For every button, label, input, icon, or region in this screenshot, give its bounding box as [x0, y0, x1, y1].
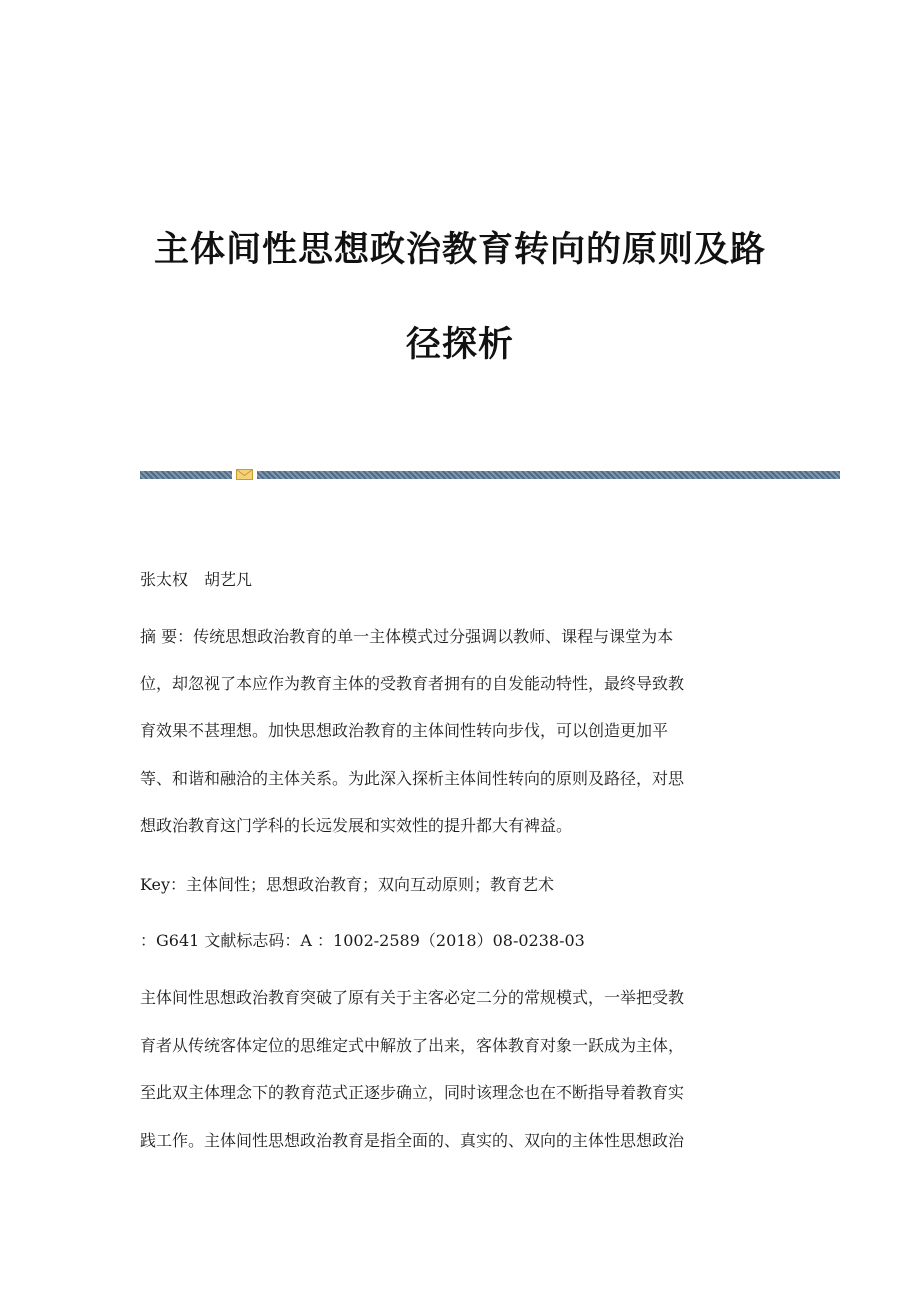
- title-divider-left: [140, 471, 232, 479]
- authors: 张太权 胡艺凡: [140, 570, 253, 589]
- abstract-line: 摘 要：传统思想政治教育的单一主体模式过分强调以教师、课程与课堂为本: [140, 627, 674, 646]
- classification-info: ：G641 文献标志码：A ：1002-2589（2018）08-0238-03: [140, 931, 585, 950]
- document-title-line-1: 主体间性思想政治教育转向的原则及路: [153, 230, 766, 270]
- abstract-line: 想政治教育这门学科的长远发展和实效性的提升都大有裨益。: [140, 816, 573, 835]
- document-title-line-2: 径探析: [405, 325, 514, 365]
- body-line: 至此双主体理念下的教育范式正逐步确立，同时该理念也在不断指导着教育实: [140, 1083, 685, 1102]
- body-line: 践工作。主体间性思想政治教育是指全面的、真实的、双向的主体性思想政治: [140, 1131, 685, 1150]
- keywords: Key：主体间性；思想政治教育；双向互动原则；教育艺术: [140, 875, 555, 894]
- body-line: 主体间性思想政治教育突破了原有关于主客必定二分的常规模式，一举把受教: [140, 988, 685, 1007]
- abstract-line: 位，却忽视了本应作为教育主体的受教育者拥有的自发能动特性，最终导致教: [140, 674, 685, 693]
- envelope-icon: [236, 468, 253, 481]
- abstract-line: 育效果不甚理想。加快思想政治教育的主体间性转向步伐，可以创造更加平: [140, 721, 669, 740]
- body-line: 育者从传统客体定位的思维定式中解放了出来，客体教育对象一跃成为主体，: [140, 1036, 685, 1055]
- title-divider-right: [257, 471, 840, 479]
- abstract-line: 等、和谐和融洽的主体关系。为此深入探析主体间性转向的原则及路径，对思: [140, 769, 685, 788]
